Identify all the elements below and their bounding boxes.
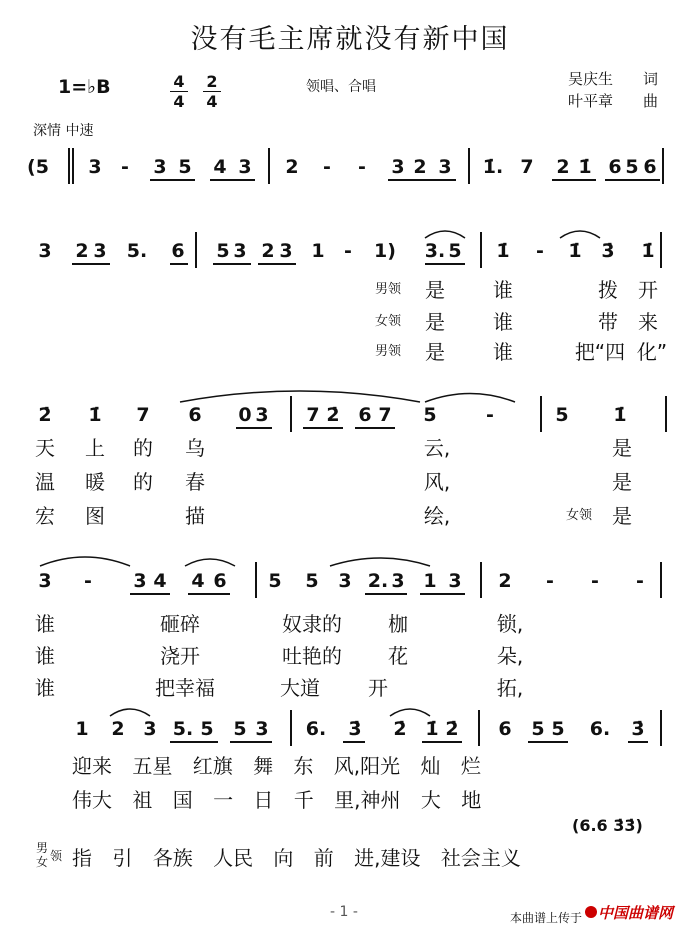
- score-row-5: [0, 710, 700, 750]
- note: 3: [238, 156, 252, 178]
- lyric: 谁: [35, 644, 55, 668]
- note: 5.: [172, 718, 194, 740]
- composer-role: 曲: [643, 92, 659, 110]
- lyric: 把幸福: [155, 676, 215, 700]
- note: 2: [285, 156, 299, 178]
- note: 3̇: [631, 718, 645, 740]
- lyric: 枷: [388, 612, 408, 636]
- note: 5: [531, 718, 545, 740]
- note: 6: [213, 570, 227, 592]
- lyric: 开: [368, 676, 388, 700]
- note: 1̇: [496, 240, 510, 262]
- page-number: - 1 -: [330, 904, 358, 920]
- note: 6: [358, 404, 372, 426]
- note: 3: [88, 156, 102, 178]
- lyric: 朵,: [496, 644, 524, 668]
- lyric: 绘,: [423, 504, 451, 528]
- note: 3: [233, 240, 247, 262]
- note: -: [486, 404, 494, 426]
- lyric: 图: [85, 504, 105, 528]
- note: 1̇: [578, 156, 592, 178]
- lyric: 是: [425, 310, 445, 334]
- lyric: 是: [612, 470, 632, 494]
- note: 5: [200, 718, 214, 740]
- note: -: [591, 570, 599, 592]
- time-signature-1: 4 4: [170, 73, 188, 110]
- score-row-4: [0, 562, 700, 602]
- lyric: 春: [185, 470, 205, 494]
- note: 3: [153, 156, 167, 178]
- note: 1̇: [613, 404, 627, 426]
- score-row-2: [0, 232, 700, 272]
- lyric: 的: [133, 470, 153, 494]
- song-title: 没有毛主席就没有新中国: [190, 24, 510, 55]
- note: 3: [143, 718, 157, 740]
- note: 3: [93, 240, 107, 262]
- note: 4: [153, 570, 167, 592]
- lyricist: 吴庆生: [568, 70, 614, 88]
- note: 5: [448, 240, 462, 262]
- role-label: 女领: [375, 314, 402, 329]
- note: 5: [625, 156, 639, 178]
- note: 1): [374, 240, 396, 262]
- lyric: 天: [35, 436, 55, 460]
- note: 4: [213, 156, 227, 178]
- site-logo-icon: [585, 906, 597, 918]
- note: 2: [75, 240, 89, 262]
- note: -: [121, 156, 129, 178]
- note: -: [84, 570, 92, 592]
- lyric: 风,: [423, 470, 451, 494]
- lyric-line: 伟大 祖 国 一 日 千 里,神州 大 地: [72, 788, 482, 812]
- note: 1̇: [568, 240, 582, 262]
- note: 5: [178, 156, 192, 178]
- note: 2: [556, 156, 570, 178]
- note: 3: [38, 240, 52, 262]
- note: -: [636, 570, 644, 592]
- lyric: 是: [425, 340, 445, 364]
- lyric: 宏: [35, 504, 55, 528]
- note: 7: [306, 404, 320, 426]
- note: 3: [255, 718, 269, 740]
- note: (5: [27, 156, 49, 178]
- lyric: 温: [35, 470, 55, 494]
- site-logo-text: 中国曲谱网: [598, 904, 674, 922]
- note: 2̇: [326, 404, 340, 426]
- lyric: 暖: [85, 470, 105, 494]
- note: 3: [391, 156, 405, 178]
- lyric: 描: [185, 504, 205, 528]
- note: 1̇.: [482, 156, 504, 178]
- note: 3̇: [348, 718, 362, 740]
- note: 6: [188, 404, 202, 426]
- note: 1: [75, 718, 89, 740]
- note: 7: [136, 404, 150, 426]
- tempo-marking: 深情 中速: [33, 123, 94, 139]
- note: 2: [261, 240, 275, 262]
- lyric: 开: [638, 278, 658, 302]
- key-signature: 1=♭B: [58, 76, 111, 98]
- note: 5.: [126, 240, 148, 262]
- lyric: 是: [612, 436, 632, 460]
- note: 3: [279, 240, 293, 262]
- note: -: [358, 156, 366, 178]
- lyric: 拓,: [496, 676, 524, 700]
- lyric: 上: [85, 436, 105, 460]
- lyric-line: 迎来 五星 红旗 舞 东 风,阳光 灿 烂: [72, 754, 481, 778]
- lyric: 是: [425, 278, 445, 302]
- note: 6: [608, 156, 622, 178]
- note: 2: [498, 570, 512, 592]
- note: 2: [413, 156, 427, 178]
- note: 7: [378, 404, 392, 426]
- note: 5: [268, 570, 282, 592]
- note: 3: [255, 404, 269, 426]
- alternate-notes: (6.6 3̇3̇): [572, 816, 643, 835]
- note: -: [323, 156, 331, 178]
- performance-type: 领唱、合唱: [306, 79, 376, 95]
- note: 5: [551, 718, 565, 740]
- upload-note: 本曲谱上传于: [510, 911, 583, 925]
- role-label-male: 男: [36, 841, 49, 855]
- note: 2.: [367, 570, 389, 592]
- lyric: 大道: [280, 676, 320, 700]
- note: 1: [423, 570, 437, 592]
- note: 7: [520, 156, 534, 178]
- note: 1̇: [641, 240, 655, 262]
- note: 6.: [589, 718, 611, 740]
- lyric: 花: [388, 644, 408, 668]
- role-label-lead: 领: [50, 849, 63, 863]
- note: -: [546, 570, 554, 592]
- time-signature-2: 2 4: [203, 73, 221, 110]
- note: 5: [423, 404, 437, 426]
- lyric: 的: [133, 436, 153, 460]
- composer: 叶平章: [568, 92, 614, 110]
- note: 2: [111, 718, 125, 740]
- note: -: [344, 240, 352, 262]
- lyric: 奴隶的: [282, 612, 342, 636]
- lyric: 谁: [35, 612, 55, 636]
- role-label: 女领: [566, 508, 593, 523]
- lyric: 拨: [598, 278, 618, 302]
- lyric: 谁: [35, 676, 55, 700]
- note: 6.: [305, 718, 327, 740]
- role-label: 男领: [375, 344, 402, 359]
- note: 1̇: [425, 718, 439, 740]
- note: 2̇: [445, 718, 459, 740]
- lyric: 吐艳的: [282, 644, 342, 668]
- score-row-1: [0, 148, 700, 188]
- note: 3: [448, 570, 462, 592]
- lyric: 谁: [493, 310, 513, 334]
- lyric: 化”: [636, 340, 668, 364]
- note: 5: [555, 404, 569, 426]
- lyric: 云,: [423, 436, 451, 460]
- note: 6: [643, 156, 657, 178]
- lyric-line: 指 引 各族 人民 向 前 进,建设 社会主义: [72, 846, 521, 870]
- note: 4: [191, 570, 205, 592]
- note: 3: [391, 570, 405, 592]
- lyric: 把“四: [574, 340, 626, 364]
- lyric: 乌: [185, 436, 205, 460]
- lyric: 锁,: [496, 612, 524, 636]
- note: 5: [305, 570, 319, 592]
- note: 3: [38, 570, 52, 592]
- lyric: 砸碎: [160, 612, 200, 636]
- note: 5: [233, 718, 247, 740]
- note: 2̇: [393, 718, 407, 740]
- note: 5: [216, 240, 230, 262]
- note: 3.: [424, 240, 446, 262]
- note: 1̇: [88, 404, 102, 426]
- lyric: 是: [612, 504, 632, 528]
- note: -: [536, 240, 544, 262]
- lyric: 带: [598, 310, 618, 334]
- note: 6: [171, 240, 185, 262]
- note: 1: [311, 240, 325, 262]
- lyric: 来: [638, 310, 658, 334]
- lyricist-role: 词: [643, 70, 659, 88]
- lyric: 谁: [493, 340, 513, 364]
- note: 6: [498, 718, 512, 740]
- note: 2̇: [38, 404, 52, 426]
- lyric: 谁: [493, 278, 513, 302]
- note: 3: [438, 156, 452, 178]
- note: 3: [338, 570, 352, 592]
- lyric: 浇开: [160, 644, 200, 668]
- score-row-3: [0, 396, 700, 436]
- note: 3̇: [601, 240, 615, 262]
- role-label: 男领: [375, 282, 402, 297]
- note: 0: [238, 404, 252, 426]
- role-label-female: 女: [36, 855, 49, 869]
- note: 3: [133, 570, 147, 592]
